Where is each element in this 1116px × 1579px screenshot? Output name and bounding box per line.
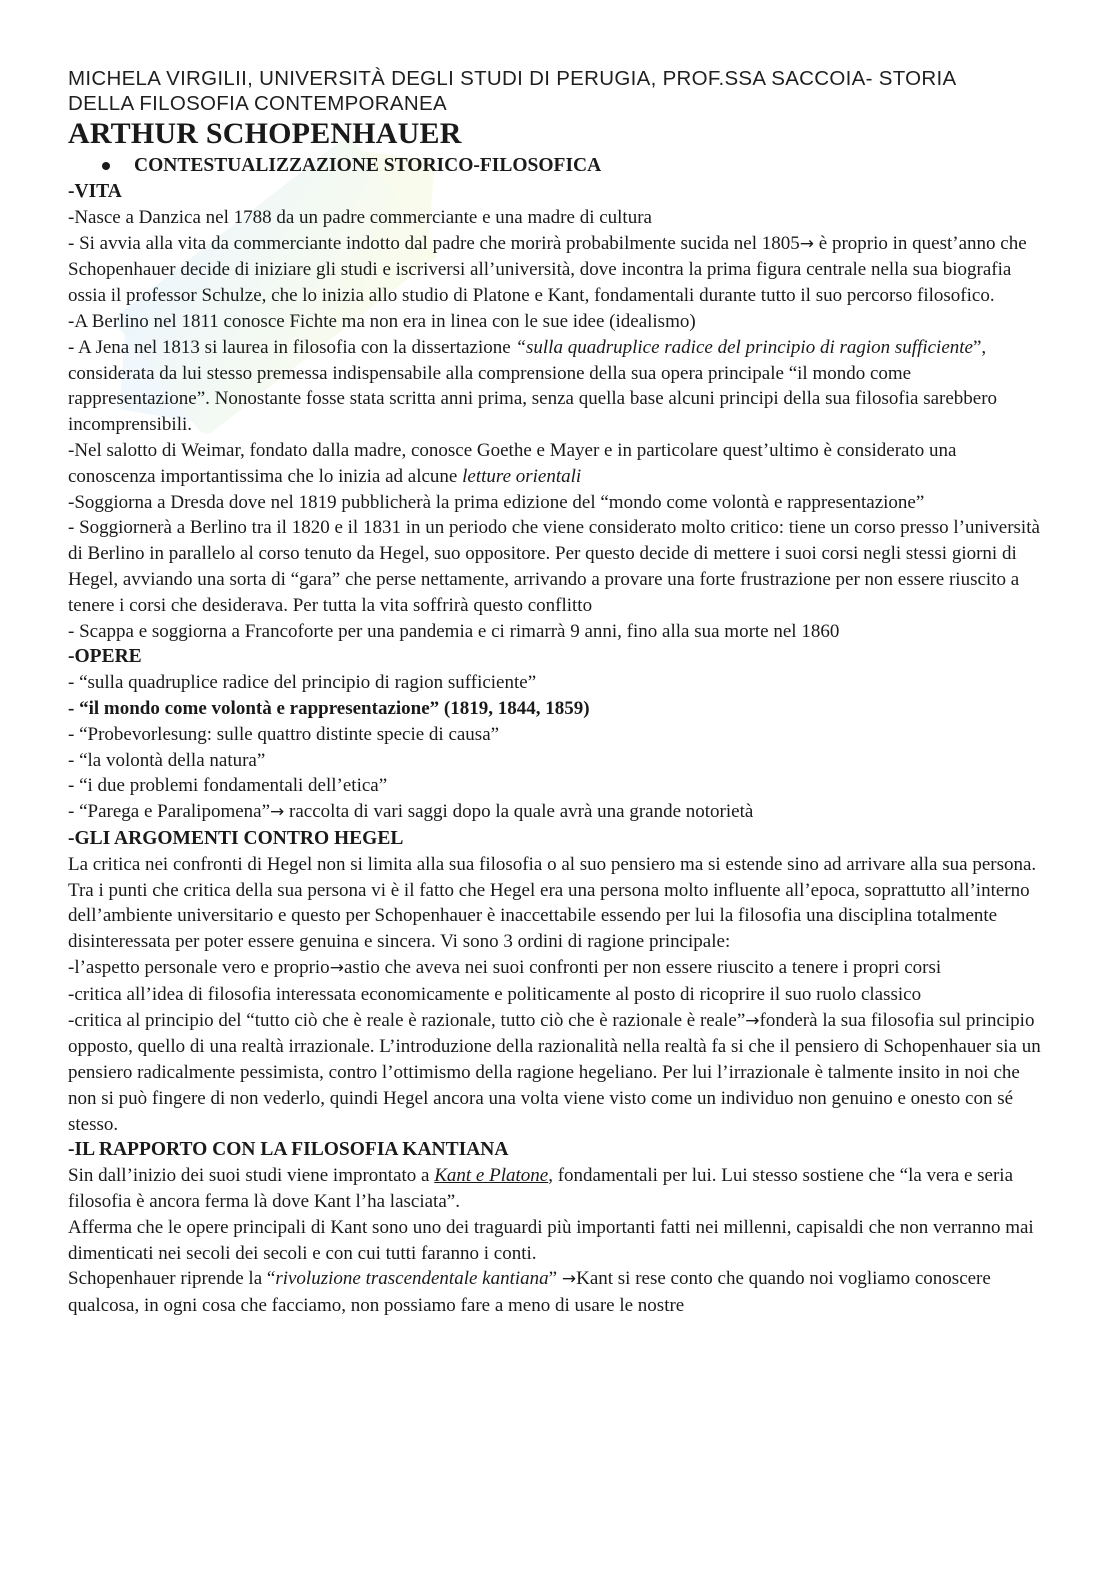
opere-item: - “Parega e Paralipomena”→ raccolta di vari saggi dopo la quale avrà una grande notorietà [68, 801, 754, 823]
arrow-icon: → [799, 233, 815, 254]
document-title: ARTHUR SCHOPENHAUER [68, 117, 462, 150]
vita-paragraph-6: -Soggiorna a Dresda dove nel 1819 pubblicherà la prima edizione del “mondo come volontà e rappresentazione” [68, 491, 925, 513]
document-header [68, 66, 1048, 116]
vita-paragraph-2: - Si avvia alla vita da commerciante indotto dal padre che morirà probabilmente sucida nel 1805→ è proprio in quest’anno che Schopenhauer decide di iniziare gli studi e iscriversi all’università, dove incontra la prima figura centrale nella sua biografia ossia il professor Schulze, che lo inizia allo studio di Platone e Kant, fondamentali durante tutto il suo percorso filosofico. [68, 232, 1027, 307]
opere-item: - “Probevorlesung: sulle quattro distinte specie di causa” [68, 723, 500, 745]
document-page [68, 66, 1048, 1319]
opere-item: - “i due problemi fondamentali dell’etica” [68, 775, 388, 797]
opere-item: - “sulla quadruplice radice del principio di ragion sufficiente” [68, 672, 537, 694]
section-heading-kant: -IL RAPPORTO CON LA FILOSOFIA KANTIANA [68, 1139, 509, 1161]
kant-paragraph-2: Afferma che le opere principali di Kant sono uno dei traguardi più importanti fatti nei millenni, capisaldi che non verranno mai dimenticati nei secoli dei secoli e con cui tutti faranno i conti. [68, 1216, 1034, 1264]
section-heading-vita: -VITA [68, 181, 122, 202]
vita-paragraph-4: - A Jena nel 1813 si laurea in filosofia con la dissertazione “sulla quadruplice radice del principio di ragion sufficiente”, considerata da lui stesso premessa indispensabile alla comprensione della sua opera principale “il mondo come rappresentazione”. Nonostante fosse stata scritta anni prima, senza quella base alcuni principi della sua filosofia sarebbero incomprensibili. [68, 336, 998, 436]
kant-paragraph-1: Sin dall’inizio dei suoi studi viene improntato a Kant e Platone, fondamentali per lui. Lui stesso sostiene che “la vera e seria filosofia è ancora ferma là dove Kant l’ha lasciata”. [68, 1165, 1014, 1213]
opere-item: - “la volontà della natura” [68, 749, 266, 771]
arrow-icon: → [745, 1010, 760, 1031]
hegel-paragraph-2: -l’aspetto personale vero e proprio→astio che aveva nei suoi confronti per non essere riuscito a tenere i propri corsi [68, 956, 942, 978]
hegel-paragraph-1: La critica nei confronti di Hegel non si limita alla sua filosofia o al suo pensiero ma si estende sino ad arrivare alla sua persona. Tra i punti che critica della sua persona vi è il fatto che Hegel era una persona molto influente all’epoca, soprattutto all’interno dell’ambiente universitario e questo per Schopenhauer è inaccettabile essendo per lui la filosofia una disciplina totalmente disinteressata per poter essere genuina e sincera. Vi sono 3 ordini di ragione principale: [68, 853, 1037, 953]
vita-paragraph-7: - Soggiornerà a Berlino tra il 1820 e il 1831 in un periodo che viene considerato molto critico: tiene un corso presso l’università di Berlino in parallelo al corso tenuto da Hegel, suo oppositore. Per questo decide di mettere i suoi corsi negli stessi giorni di Hegel, avviando una sorta di “gara” che perse nettamente, arrivando a provare una forte frustrazione per non essere riuscito a tenere i corsi che desiderava. Per tutta la vita soffrirà questo conflitto [68, 517, 1040, 616]
header-line-2: DELLA FILOSOFIA CONTEMPORANEA [68, 92, 447, 115]
vita-paragraph-5: -Nel salotto di Weimar, fondato dalla madre, conosce Goethe e Mayer e in particolare quest’ultimo è considerato una conoscenza importantissima che lo inizia ad alcune letture orientali [68, 439, 957, 487]
section-heading-opere: -OPERE [68, 646, 142, 668]
vita-paragraph-1: -Nasce a Danzica nel 1788 da un padre commerciante e una madre di cultura [68, 206, 652, 228]
section-heading-hegel: -GLI ARGOMENTI CONTRO HEGEL [68, 827, 404, 849]
vita-paragraph-8: - Scappa e soggiorna a Francoforte per una pandemia e ci rimarrà 9 anni, fino alla sua morte nel 1860 [68, 620, 840, 642]
hegel-paragraph-3: -critica all’idea di filosofia interessata economicamente e politicamente al posto di ricoprire il suo ruolo classico [68, 983, 922, 1005]
bullet-heading [68, 153, 1048, 178]
header-line-1: MICHELA VIRGILII, UNIVERSITÀ DEGLI STUDI DI PERUGIA, PROF.SSA SACCOIA- STORIA [68, 67, 957, 90]
kant-paragraph-3: Schopenhauer riprende la “rivoluzione trascendentale kantiana” →Kant si rese conto che quando noi vogliamo conoscere qualcosa, in ogni cosa che facciamo, non possiamo fare a meno di usare le nostre [68, 1268, 991, 1317]
arrow-icon: → [270, 802, 285, 823]
arrow-icon: → [561, 1269, 577, 1290]
vita-paragraph-3: -A Berlino nel 1811 conosce Fichte ma non era in linea con le sue idee (idealismo) [68, 310, 696, 332]
bullet-heading-text: CONTESTUALIZZAZIONE STORICO-FILOSOFICA [134, 155, 602, 176]
hegel-paragraph-4: -critica al principio del “tutto ciò che è reale è razionale, tutto ciò che è razionale è reale”→fonderà la sua filosofia sul principio opposto, quello di una realtà irrazionale. L’introduzione della razionalità nella realtà fa si che il pensiero di Schopenhauer sia un pensiero radicalmente pessimista, contro l’ottimismo della ragione hegeliano. Per lui l’irrazionale è talmente insito in noi che non si può fingere di non vederlo, quindi Hegel ancora una volta viene visto come un individuo non genuino e onesto con sé stesso. [68, 1009, 1041, 1135]
bullet-dot [102, 162, 110, 170]
arrow-icon: → [329, 957, 344, 978]
opere-item-bold: - “il mondo come volontà e rappresentazione” (1819, 1844, 1859) [68, 697, 590, 719]
